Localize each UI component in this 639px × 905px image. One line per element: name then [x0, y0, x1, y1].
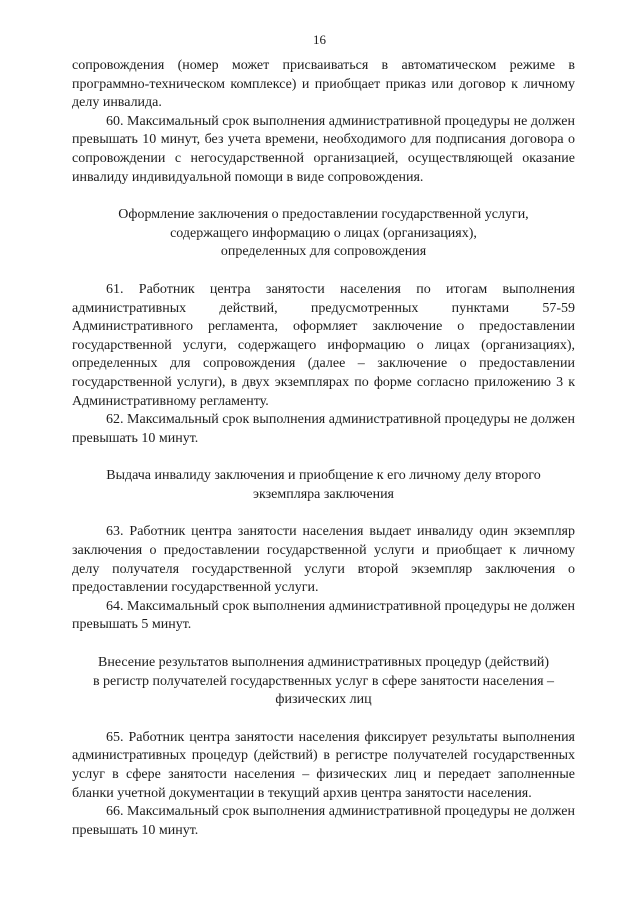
section-heading-line: Внесение результатов выполнения административных процедур (действий)	[97, 655, 550, 671]
section-heading-line: Оформление заключения о предоставлении государственной услуги,	[118, 207, 529, 223]
section-heading-line: экземпляра заключения	[253, 486, 394, 502]
section-heading-line: содержащего информацию о лицах (организациях),	[170, 225, 477, 241]
paragraph: 63. Работник центра занятости населения выдает инвалиду один экземпляр заключения о предоставлении государственной услуги и приобщает к личному делу получателя государственной услуги второй экземпляр заключения о предоставлении государственной услуги.	[72, 524, 575, 596]
section-heading	[72, 654, 575, 710]
section-heading-line: физических лиц	[275, 692, 372, 708]
document-body	[72, 57, 575, 840]
section-heading	[72, 467, 575, 504]
paragraph: 65. Работник центра занятости населения фиксирует результаты выполнения административных процедур (действий) в регистре получателей государственных услуг в сфере занятости населения – физических лиц и передает заполненные бланки учетной документации в текущий архив центра занятости населения.	[72, 729, 575, 801]
section-heading-line: Выдача инвалиду заключения и приобщение к его личному делу второго	[106, 468, 541, 484]
paragraph: 61. Работник центра занятости населения по итогам выполнения административных действий, предусмотренных пунктами 57-59 Административного регламента, оформляет заключение о предоставлении государственной услуги, содержащего информацию о лицах (организациях), определенных для сопровождения (далее – заключение о предоставлении государственной услуги), в двух экземплярах по форме согласно приложению 3 к Административному регламенту.	[72, 281, 575, 409]
paragraph: 62. Максимальный срок выполнения административной процедуры не должен превышать 10 минут.	[72, 412, 575, 446]
paragraph: 66. Максимальный срок выполнения административной процедуры не должен превышать 10 минут.	[72, 804, 575, 838]
paragraph: 64. Максимальный срок выполнения административной процедуры не должен превышать 5 минут.	[72, 598, 575, 633]
section-heading-line: в регистр получателей государственных услуг в сфере занятости населения –	[92, 673, 555, 689]
page-number: 16	[313, 32, 326, 47]
paragraph: сопровождения (номер может присваиваться в автоматическом режиме в программно-техническом комплексе) и приобщает приказ или договор к личному делу инвалида.	[72, 58, 575, 111]
section-heading	[72, 206, 575, 262]
section-heading-line: определенных для сопровождения	[220, 244, 427, 260]
paragraph: 60. Максимальный срок выполнения административной процедуры не должен превышать 10 минут, без учета времени, необходимого для подписания договора о сопровождении с негосударственной организацией, осуществляющей оказание инвалиду индивидуальной помощи в виде сопровождения.	[72, 113, 575, 185]
